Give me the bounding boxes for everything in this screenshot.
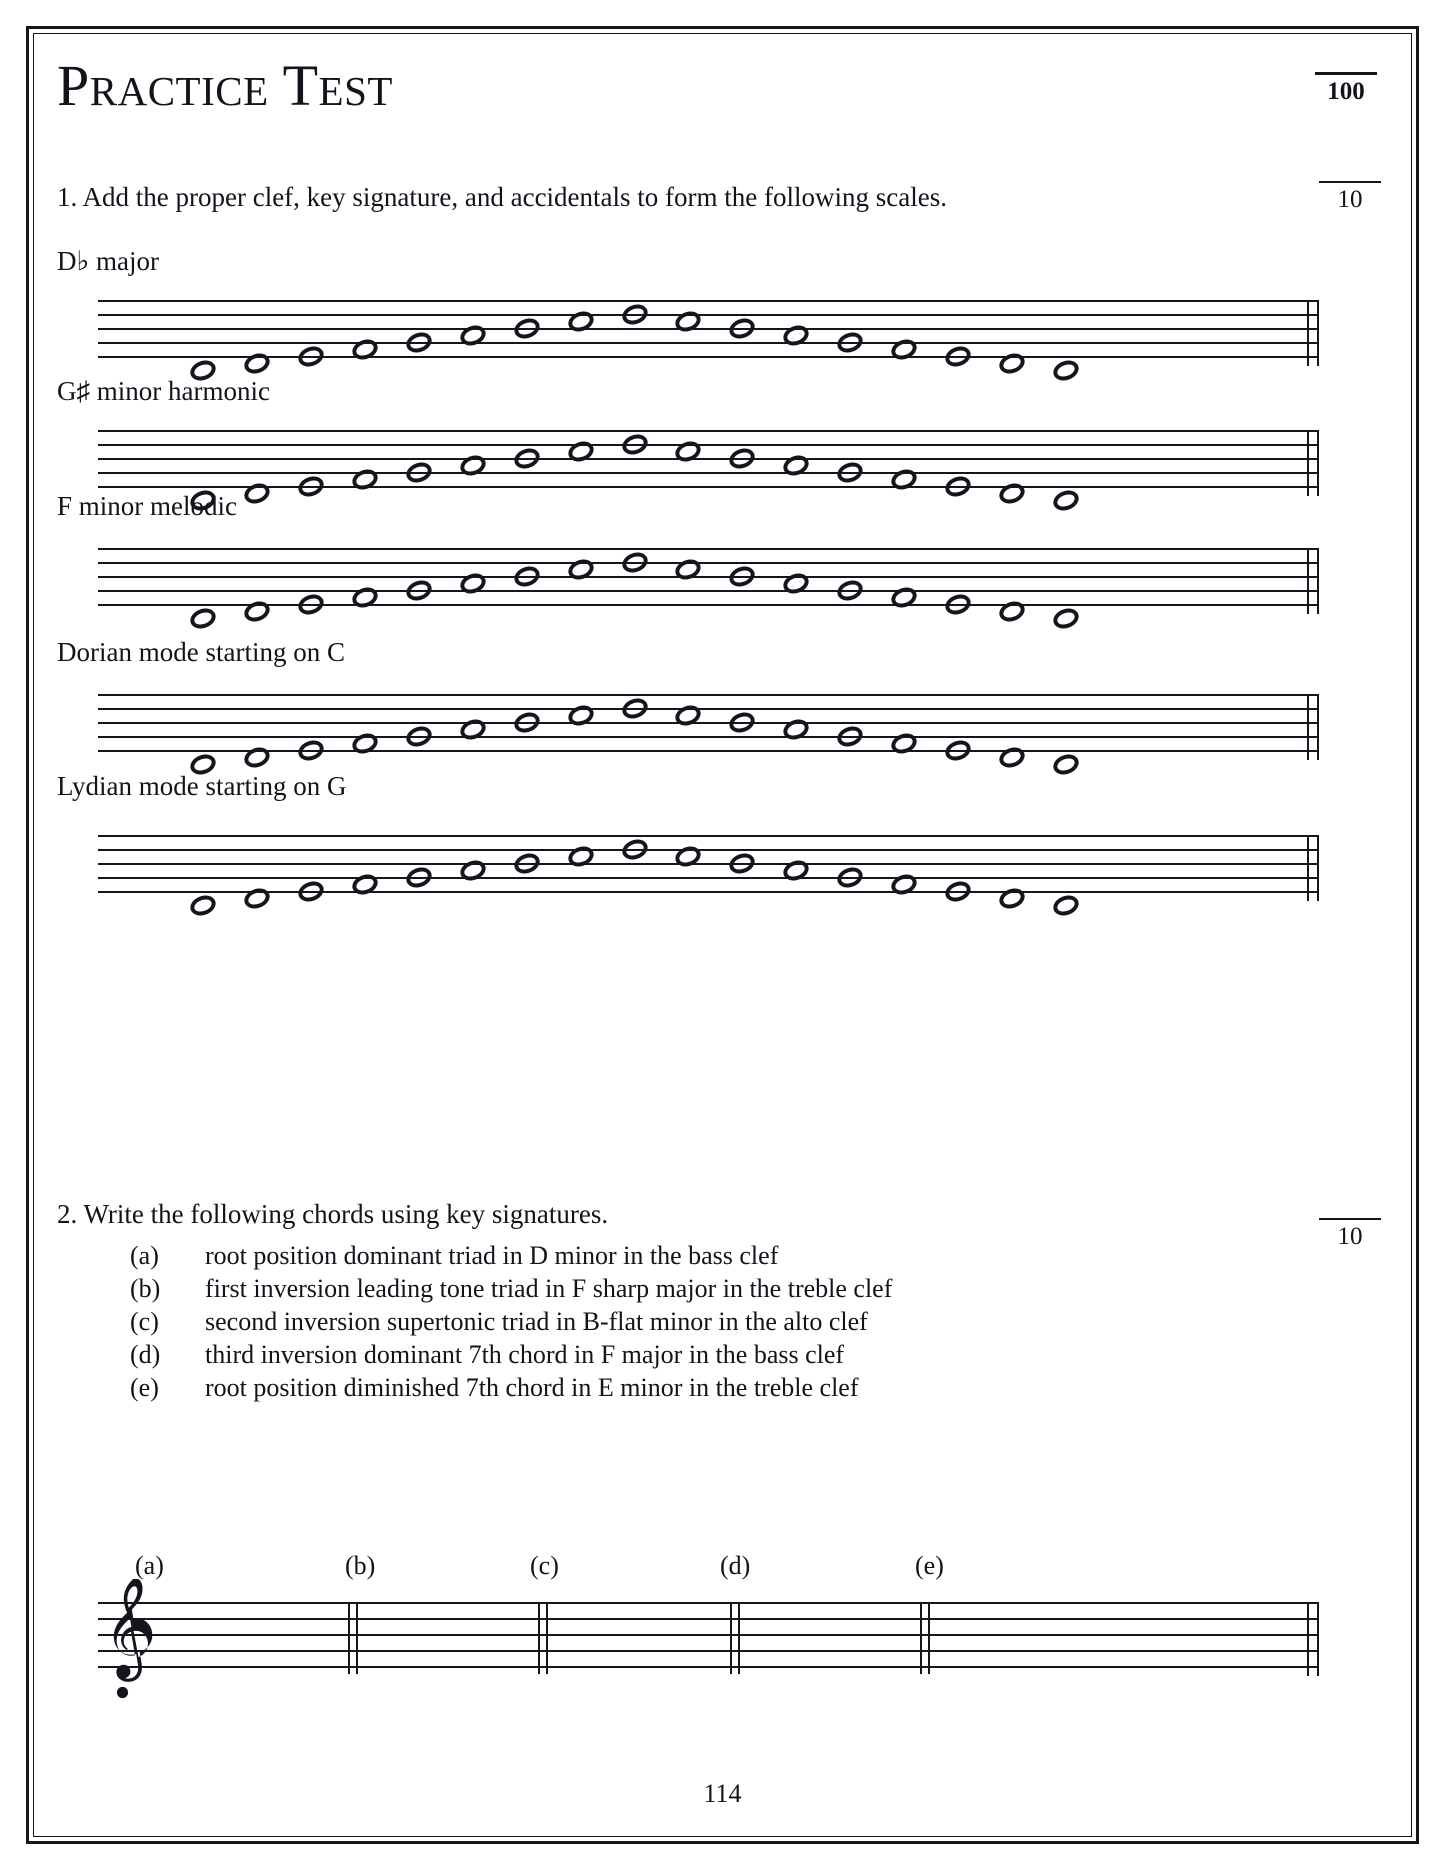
list-item-text: root position diminished 7th chord in E minor in the treble clef bbox=[205, 1373, 859, 1402]
page-number: 114 bbox=[703, 1779, 742, 1808]
list-item-text: second inversion supertonic triad in B-flat minor in the alto clef bbox=[205, 1307, 868, 1336]
chord-staff-marker: (b) bbox=[345, 1551, 376, 1580]
staff-barline bbox=[538, 1602, 540, 1674]
staff-endbar-2 bbox=[1317, 300, 1319, 366]
list-item bbox=[130, 1243, 892, 1276]
staff-line bbox=[98, 863, 1319, 865]
staff-lines bbox=[98, 548, 1319, 612]
staff-line bbox=[98, 486, 1319, 488]
scale-label: D♭ major bbox=[57, 246, 159, 276]
staff-barline bbox=[356, 1602, 358, 1674]
list-item bbox=[130, 1276, 892, 1309]
scale-label: Lydian mode starting on G bbox=[57, 771, 347, 801]
score-total-value: 100 bbox=[1327, 78, 1365, 105]
list-item-marker: (a) bbox=[130, 1241, 159, 1270]
scale-staff bbox=[98, 694, 1319, 758]
staff-endbar-1 bbox=[1307, 300, 1309, 366]
score-total bbox=[1308, 72, 1384, 104]
question-1-text: 1. Add the proper clef, key signature, and accidentals to form the following scales. bbox=[57, 182, 947, 212]
staff-endbar-2 bbox=[1317, 430, 1319, 496]
staff-barline bbox=[348, 1602, 350, 1674]
staff-endbar-1 bbox=[1307, 548, 1309, 614]
chord-staff-marker: (d) bbox=[720, 1551, 751, 1580]
staff-line bbox=[98, 1602, 1319, 1604]
chord-staff bbox=[98, 1602, 1319, 1674]
staff-lines bbox=[98, 835, 1319, 899]
staff-line bbox=[98, 1666, 1319, 1668]
staff-line bbox=[98, 562, 1319, 564]
score-question-2-value: 10 bbox=[1337, 1223, 1363, 1250]
staff-line bbox=[98, 708, 1319, 710]
chord-staff-endbar-2 bbox=[1317, 1602, 1319, 1676]
staff-line bbox=[98, 694, 1319, 696]
staff-barline bbox=[546, 1602, 548, 1674]
list-item-marker: (b) bbox=[130, 1274, 161, 1303]
staff-line bbox=[98, 722, 1319, 724]
staff-line bbox=[98, 458, 1319, 460]
score-question-1-value: 10 bbox=[1337, 186, 1363, 213]
scale-label: G♯ minor harmonic bbox=[57, 376, 270, 406]
chord-staff-marker: (a) bbox=[135, 1551, 164, 1580]
staff-line bbox=[98, 328, 1319, 330]
staff-line bbox=[98, 444, 1319, 446]
staff-line bbox=[98, 300, 1319, 302]
staff-endbar-1 bbox=[1307, 430, 1309, 496]
list-item-marker: (c) bbox=[130, 1307, 159, 1336]
staff-endbar-1 bbox=[1307, 694, 1309, 760]
staff-line bbox=[98, 835, 1319, 837]
staff-line bbox=[98, 356, 1319, 358]
scale-label: Dorian mode starting on C bbox=[57, 637, 345, 667]
score-question-2-rule bbox=[1319, 1218, 1381, 1220]
chord-staff-marker: (c) bbox=[530, 1551, 559, 1580]
staff-line bbox=[98, 548, 1319, 550]
list-item bbox=[130, 1375, 892, 1408]
staff-barline bbox=[920, 1602, 922, 1674]
list-item bbox=[130, 1309, 892, 1342]
staff-barline bbox=[738, 1602, 740, 1674]
staff-line bbox=[98, 1634, 1319, 1636]
list-item-marker: (e) bbox=[130, 1373, 159, 1402]
page-title: Practice Test bbox=[57, 53, 393, 118]
staff-line bbox=[98, 750, 1319, 752]
staff-barline bbox=[730, 1602, 732, 1674]
chord-staff-marker: (e) bbox=[915, 1551, 944, 1580]
staff-lines bbox=[98, 430, 1319, 494]
staff-line bbox=[98, 736, 1319, 738]
staff-endbar-2 bbox=[1317, 694, 1319, 760]
scale-staff bbox=[98, 835, 1319, 899]
staff-line bbox=[98, 1618, 1319, 1620]
scale-staff bbox=[98, 548, 1319, 612]
list-item bbox=[130, 1342, 892, 1375]
question-2-list bbox=[130, 1243, 892, 1408]
staff-lines bbox=[98, 694, 1319, 758]
staff-barline bbox=[928, 1602, 930, 1674]
chord-staff-endbar-1 bbox=[1307, 1602, 1309, 1676]
staff-line bbox=[98, 877, 1319, 879]
staff-line bbox=[98, 314, 1319, 316]
list-item-marker: (d) bbox=[130, 1340, 161, 1369]
score-question-2 bbox=[1312, 1218, 1388, 1249]
staff-line bbox=[98, 604, 1319, 606]
chord-staff-lines bbox=[98, 1602, 1319, 1674]
scale-staff bbox=[98, 430, 1319, 494]
staff-line bbox=[98, 1650, 1319, 1652]
staff-line bbox=[98, 576, 1319, 578]
list-item-text: first inversion leading tone triad in F sharp major in the treble clef bbox=[205, 1274, 893, 1303]
staff-line bbox=[98, 472, 1319, 474]
staff-line bbox=[98, 849, 1319, 851]
staff-endbar-2 bbox=[1317, 835, 1319, 901]
staff-endbar-2 bbox=[1317, 548, 1319, 614]
treble-clef-icon bbox=[106, 1576, 160, 1702]
staff-lines bbox=[98, 300, 1319, 364]
staff-line bbox=[98, 430, 1319, 432]
staff-line bbox=[98, 590, 1319, 592]
score-question-1-rule bbox=[1319, 181, 1381, 183]
list-item-text: root position dominant triad in D minor in the bass clef bbox=[205, 1241, 779, 1270]
staff-endbar-1 bbox=[1307, 835, 1309, 901]
list-item-text: third inversion dominant 7th chord in F major in the bass clef bbox=[205, 1340, 845, 1369]
score-total-rule bbox=[1315, 72, 1377, 75]
scale-staff bbox=[98, 300, 1319, 364]
score-question-1 bbox=[1312, 181, 1388, 212]
staff-line bbox=[98, 342, 1319, 344]
staff-line bbox=[98, 891, 1319, 893]
question-2-text: 2. Write the following chords using key signatures. bbox=[57, 1199, 609, 1229]
scale-label: F minor melodic bbox=[57, 491, 237, 521]
